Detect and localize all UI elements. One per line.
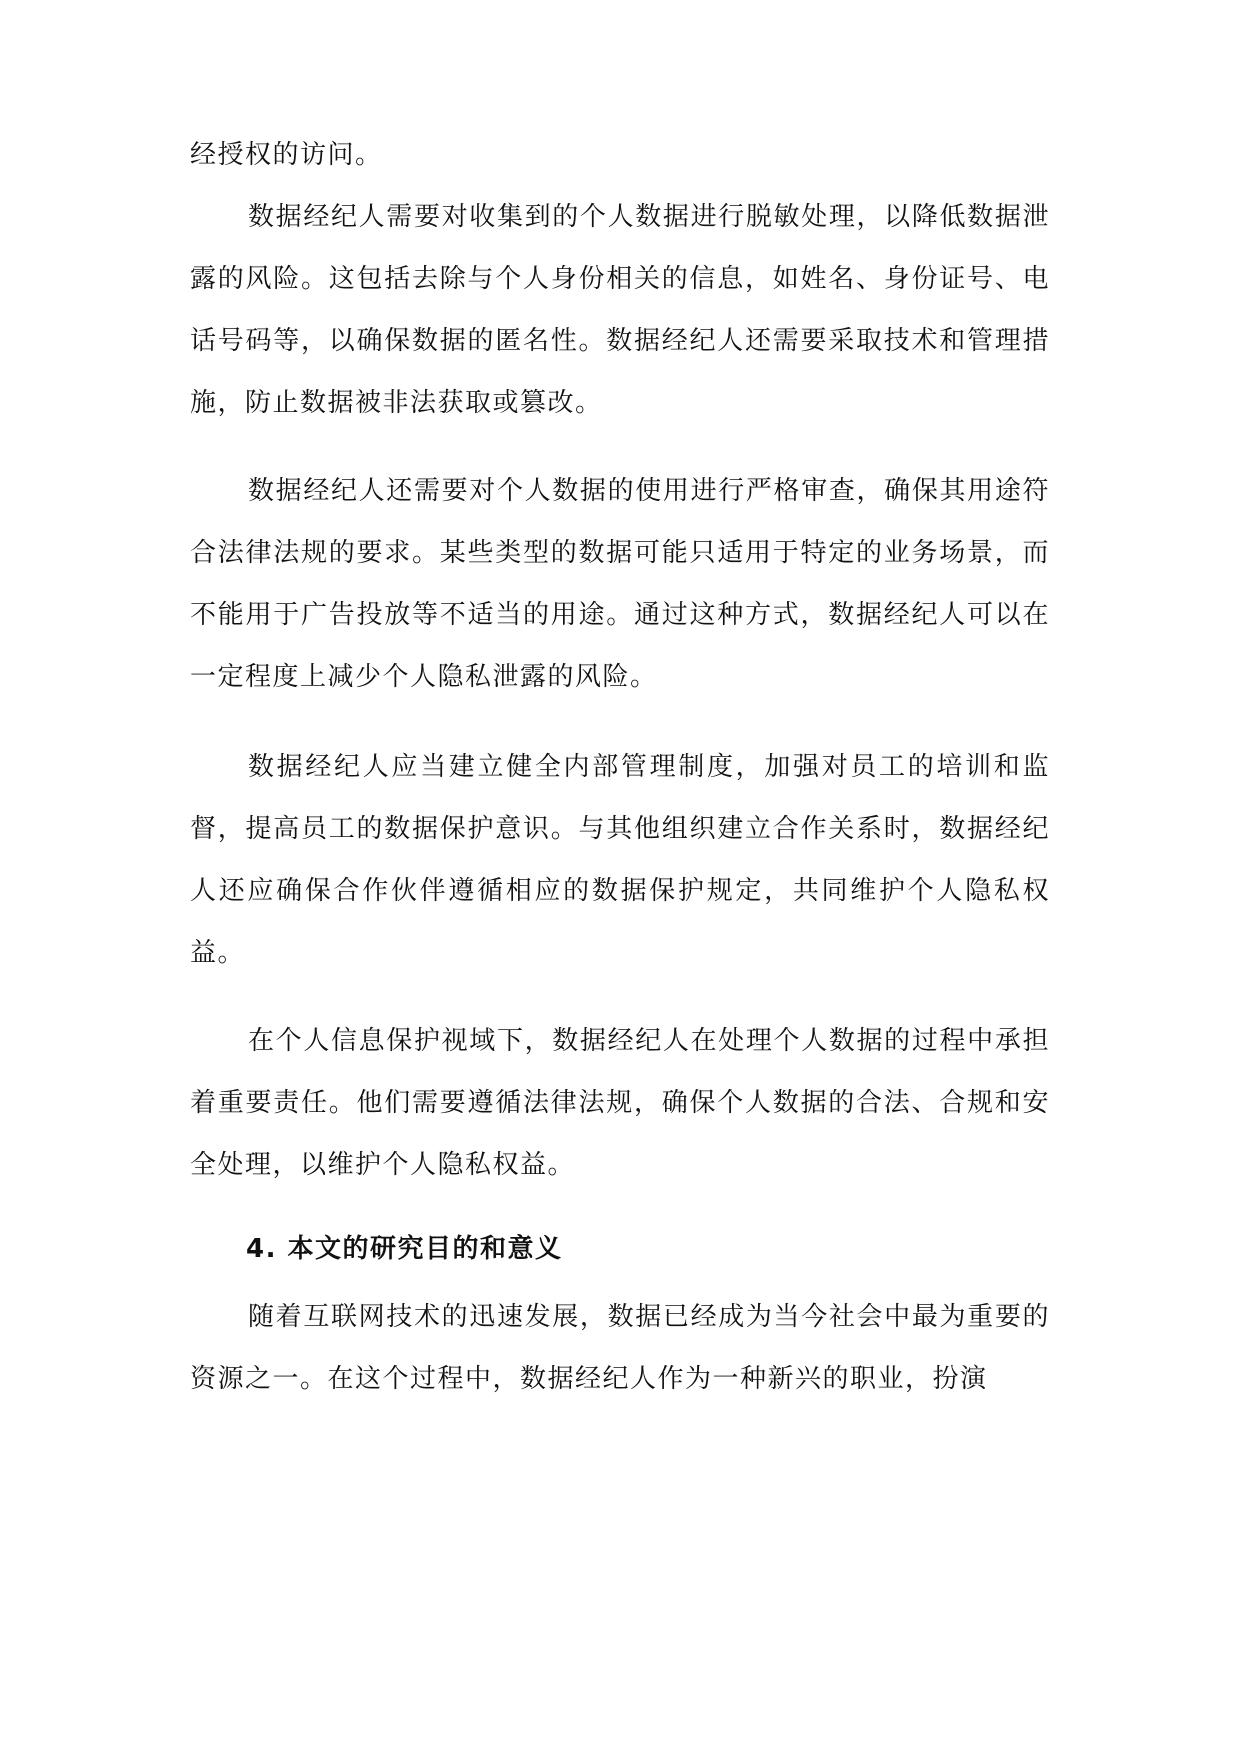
- section-heading: 4. 本文的研究目的和意义: [246, 1234, 563, 1264]
- paragraph-summary: 在个人信息保护视域下，数据经纪人在处理个人数据的过程中承担着重要责任。他们需要遵循法律法规，确保个人数据的合法、合规和安全处理，以维护个人隐私权益。: [190, 1026, 1050, 1180]
- paragraph-usage-review: 数据经纪人还需要对个人数据的使用进行严格审查，确保其用途符合法律法规的要求。某些类型的数据可能只适用于特定的业务场景，而不能用于广告投放等不适当的用途。通过这种方式，数据经纪人可以在一定程度上减少个人隐私泄露的风险。: [190, 476, 1050, 692]
- paragraph-continuation: 经授权的访问。: [190, 140, 383, 170]
- paragraph-internal-management: 数据经纪人应当建立健全内部管理制度，加强对员工的培训和监督，提高员工的数据保护意识。与其他组织建立合作关系时，数据经纪人还应确保合作伙伴遵循相应的数据保护规定，共同维护个人隐私权益。: [190, 752, 1050, 968]
- paragraph-research-purpose: 随着互联网技术的迅速发展，数据已经成为当今社会中最为重要的资源之一。在这个过程中，数据经纪人作为一种新兴的职业，扮演: [190, 1302, 1050, 1394]
- paragraph-data-desensitization: 数据经纪人需要对收集到的个人数据进行脱敏处理，以降低数据泄露的风险。这包括去除与个人身份相关的信息，如姓名、身份证号、电话号码等，以确保数据的匿名性。数据经纪人还需要采取技术和管理措施，防止数据被非法获取或篡改。: [190, 202, 1050, 418]
